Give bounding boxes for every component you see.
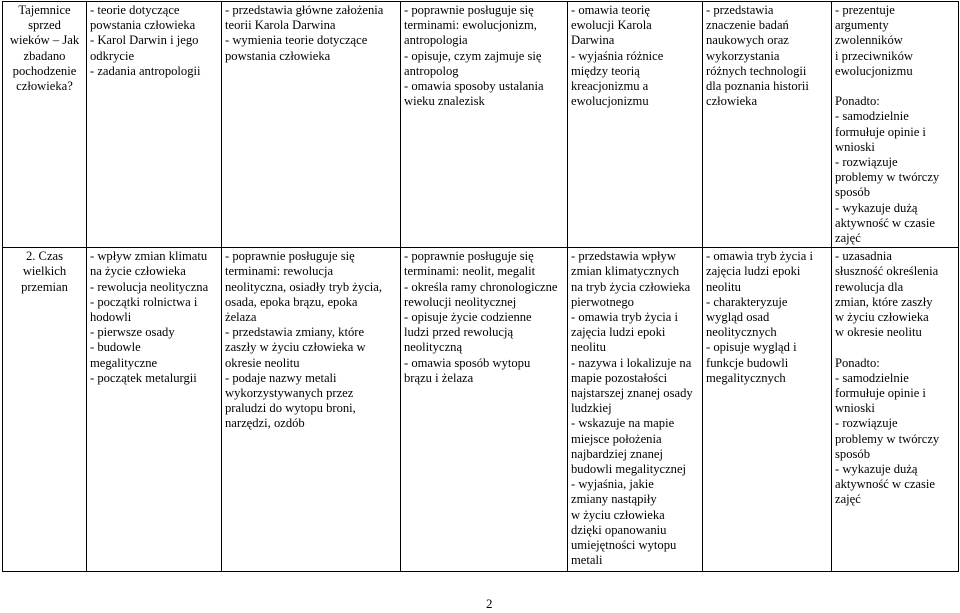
cell-line: człowieka?: [16, 79, 73, 94]
cell-line: wykorzystywanych przez: [225, 386, 354, 401]
cell-line: zajęć: [835, 492, 861, 507]
cell-line: - samodzielnie: [835, 109, 909, 124]
cell-line: narzędzi, ozdób: [225, 416, 305, 431]
cell-line: zmiany nastąpiły: [571, 492, 657, 507]
cell-line: pochodzenie: [12, 63, 77, 78]
topic-cell: [3, 248, 87, 572]
cell-line: sposób: [835, 185, 870, 200]
cell-line: i przeciwników: [835, 48, 913, 63]
cell-line: terminami: ewolucjonizm,: [404, 18, 537, 33]
cell-line: znaczenie badań: [706, 18, 789, 33]
cell-line: - wymienia teorie dotyczące: [225, 33, 368, 48]
cell-line: megalityczne: [90, 355, 158, 370]
cell-line: przemian: [21, 279, 68, 294]
cell-line: wygląd osad: [706, 310, 770, 325]
cell-line: - poprawnie posługuje się: [225, 249, 355, 264]
cell-line: - omawia sposób wytopu: [404, 355, 531, 370]
cell-line: neolityczna, osiadły tryb życia,: [225, 279, 383, 294]
cell-line: zmian, które zaszły: [835, 294, 933, 309]
cell-line: - przedstawia: [706, 3, 774, 17]
cell-line: Ponadto:: [835, 355, 880, 370]
cell-line: miejsce położenia: [571, 431, 662, 446]
cell-line: najbardziej znanej: [571, 446, 663, 461]
cell-line: osada, epoka brązu, epoka: [225, 294, 358, 309]
requirement-cell: [222, 2, 401, 248]
cell-line: - opisuje, czym zajmuje się: [404, 48, 542, 63]
cell-line: pierwotnego: [571, 294, 634, 309]
table-row: [3, 248, 959, 572]
cell-line: - opisuje życie codzienne: [404, 310, 532, 325]
cell-line: - rozwiązuje: [835, 155, 898, 170]
cell-line: słuszność określenia: [835, 264, 939, 279]
cell-line: neolitu: [571, 340, 606, 355]
cell-line: budowli megalitycznej: [571, 462, 687, 477]
cell-line: brązu i żelaza: [404, 370, 474, 385]
cell-line: zajęcia ludzi epoki: [706, 264, 801, 279]
cell-line: aktywność w czasie: [835, 215, 936, 230]
cell-line: rewolucji neolitycznej: [404, 294, 517, 309]
cell-line: [835, 79, 955, 94]
cell-line: - samodzielnie: [835, 370, 909, 385]
cell-line: wieków – Jak: [9, 33, 80, 48]
curriculum-table: [2, 1, 959, 572]
cell-line: megalitycznych: [706, 370, 786, 385]
cell-line: rewolucja dla: [835, 279, 904, 294]
cell-line: - budowle: [90, 340, 141, 355]
cell-line: człowieka: [706, 94, 758, 109]
cell-line: ludzi przed rewolucją: [404, 325, 514, 340]
content-cell: [87, 2, 222, 248]
cell-line: kreacjonizmu a: [571, 79, 649, 94]
cell-line: wielkich: [22, 264, 67, 279]
cell-line: Tajemnice: [18, 3, 71, 17]
cell-line: - Karol Darwin i jego: [90, 33, 199, 48]
cell-line: - omawia sposoby ustalania: [404, 79, 544, 94]
cell-line: sprzed: [28, 18, 61, 33]
cell-line: mapie pozostałości: [571, 370, 668, 385]
page-number: 2: [486, 596, 493, 611]
cell-line: sposób: [835, 446, 870, 461]
requirement-cell: [568, 248, 703, 572]
cell-line: - wyjaśnia, jakie: [571, 477, 654, 492]
cell-line: - pierwsze osady: [90, 325, 175, 340]
cell-line: teorii Karola Darwina: [225, 18, 336, 33]
requirement-cell: [832, 248, 959, 572]
cell-line: - przedstawia wpływ: [571, 249, 676, 264]
cell-line: - teorie dotyczące: [90, 3, 180, 17]
cell-line: antropolog: [404, 63, 459, 78]
cell-line: Ponadto:: [835, 94, 880, 109]
requirement-cell: [832, 2, 959, 248]
cell-line: funkcje budowli: [706, 355, 789, 370]
cell-line: okresie neolitu: [225, 355, 300, 370]
requirement-cell: [401, 248, 568, 572]
cell-line: zajęć: [835, 231, 861, 246]
cell-line: antropologia: [404, 33, 468, 48]
topic-cell: [3, 2, 87, 248]
cell-line: - przedstawia zmiany, które: [225, 325, 365, 340]
content-cell: [87, 248, 222, 572]
cell-line: ewolucji Karola: [571, 18, 652, 33]
cell-line: - nazywa i lokalizuje na: [571, 355, 692, 370]
cell-line: zmian klimatycznych: [571, 264, 680, 279]
cell-line: - uzasadnia: [835, 249, 892, 264]
cell-line: neolitycznych: [706, 325, 777, 340]
table-row: [3, 2, 959, 248]
cell-line: wieku znalezisk: [404, 94, 485, 109]
cell-line: ewolucjonizmu: [571, 94, 649, 109]
cell-line: - określa ramy chronologiczne: [404, 279, 558, 294]
cell-line: umiejętności wytopu: [571, 538, 677, 553]
cell-line: wykorzystania: [706, 48, 780, 63]
cell-line: [835, 340, 955, 355]
cell-line: wnioski: [835, 139, 875, 154]
cell-line: formułuje opinie i: [835, 124, 926, 139]
cell-line: neolitu: [706, 279, 741, 294]
cell-line: w życiu człowieka: [571, 507, 665, 522]
cell-line: dla poznania historii: [706, 79, 809, 94]
cell-line: na tryb życia człowieka: [571, 279, 691, 294]
cell-line: - opisuje wygląd i: [706, 340, 797, 355]
cell-line: odkrycie: [90, 48, 135, 63]
cell-line: ludzkiej: [571, 401, 612, 416]
requirement-cell: [703, 2, 832, 248]
cell-line: w życiu człowieka: [835, 310, 929, 325]
cell-line: aktywność w czasie: [835, 477, 936, 492]
cell-line: naukowych oraz: [706, 33, 789, 48]
cell-line: 2. Czas: [25, 249, 64, 264]
requirement-cell: [703, 248, 832, 572]
cell-line: w okresie neolitu: [835, 325, 922, 340]
cell-line: ewolucjonizmu: [835, 63, 913, 78]
cell-line: powstania człowieka: [225, 48, 331, 63]
cell-line: różnych technologii: [706, 63, 807, 78]
cell-line: dzięki opanowaniu: [571, 522, 667, 537]
cell-line: zajęcia ludzi epoki: [571, 325, 666, 340]
cell-line: - omawia tryb życia i: [706, 249, 814, 264]
requirement-cell: [222, 248, 401, 572]
cell-line: najstarszej znanej osady: [571, 386, 693, 401]
cell-line: praludzi do wytopu broni,: [225, 401, 356, 416]
cell-line: terminami: neolit, megalit: [404, 264, 536, 279]
cell-line: - rewolucja neolityczna: [90, 279, 209, 294]
cell-line: hodowli: [90, 310, 132, 325]
cell-line: formułuje opinie i: [835, 386, 926, 401]
cell-line: - zadania antropologii: [90, 63, 201, 78]
cell-line: terminami: rewolucja: [225, 264, 334, 279]
cell-line: argumenty: [835, 18, 889, 33]
cell-line: powstania człowieka: [90, 18, 196, 33]
cell-line: metali: [571, 553, 603, 568]
cell-line: - początki rolnictwa i: [90, 294, 198, 309]
cell-line: - poprawnie posługuje się: [404, 249, 534, 264]
cell-line: na życie człowieka: [90, 264, 186, 279]
cell-line: - wskazuje na mapie: [571, 416, 675, 431]
cell-line: - rozwiązuje: [835, 416, 898, 431]
cell-line: - wykazuje dużą: [835, 200, 918, 215]
requirement-cell: [568, 2, 703, 248]
cell-line: zaszły w życiu człowieka w: [225, 340, 366, 355]
cell-line: - początek metalurgii: [90, 370, 197, 385]
cell-line: - wykazuje dużą: [835, 462, 918, 477]
cell-line: - podaje nazwy metali: [225, 370, 337, 385]
cell-line: - poprawnie posługuje się: [404, 3, 534, 17]
cell-line: - przedstawia główne założenia: [225, 3, 384, 17]
cell-line: - omawia teorię: [571, 3, 651, 17]
cell-line: Darwina: [571, 33, 615, 48]
cell-line: żelaza: [225, 310, 257, 325]
cell-line: neolityczną: [404, 340, 463, 355]
cell-line: - omawia tryb życia i: [571, 310, 679, 325]
cell-line: zwolenników: [835, 33, 903, 48]
cell-line: zbadano: [23, 48, 66, 63]
cell-line: wnioski: [835, 401, 875, 416]
cell-line: - wpływ zmian klimatu: [90, 249, 208, 264]
cell-line: - wyjaśnia różnice: [571, 48, 664, 63]
cell-line: problemy w twórczy: [835, 431, 940, 446]
cell-line: problemy w twórczy: [835, 170, 940, 185]
cell-line: - prezentuje: [835, 3, 895, 17]
cell-line: między teorią: [571, 63, 640, 78]
requirement-cell: [401, 2, 568, 248]
cell-line: - charakteryzuje: [706, 294, 788, 309]
